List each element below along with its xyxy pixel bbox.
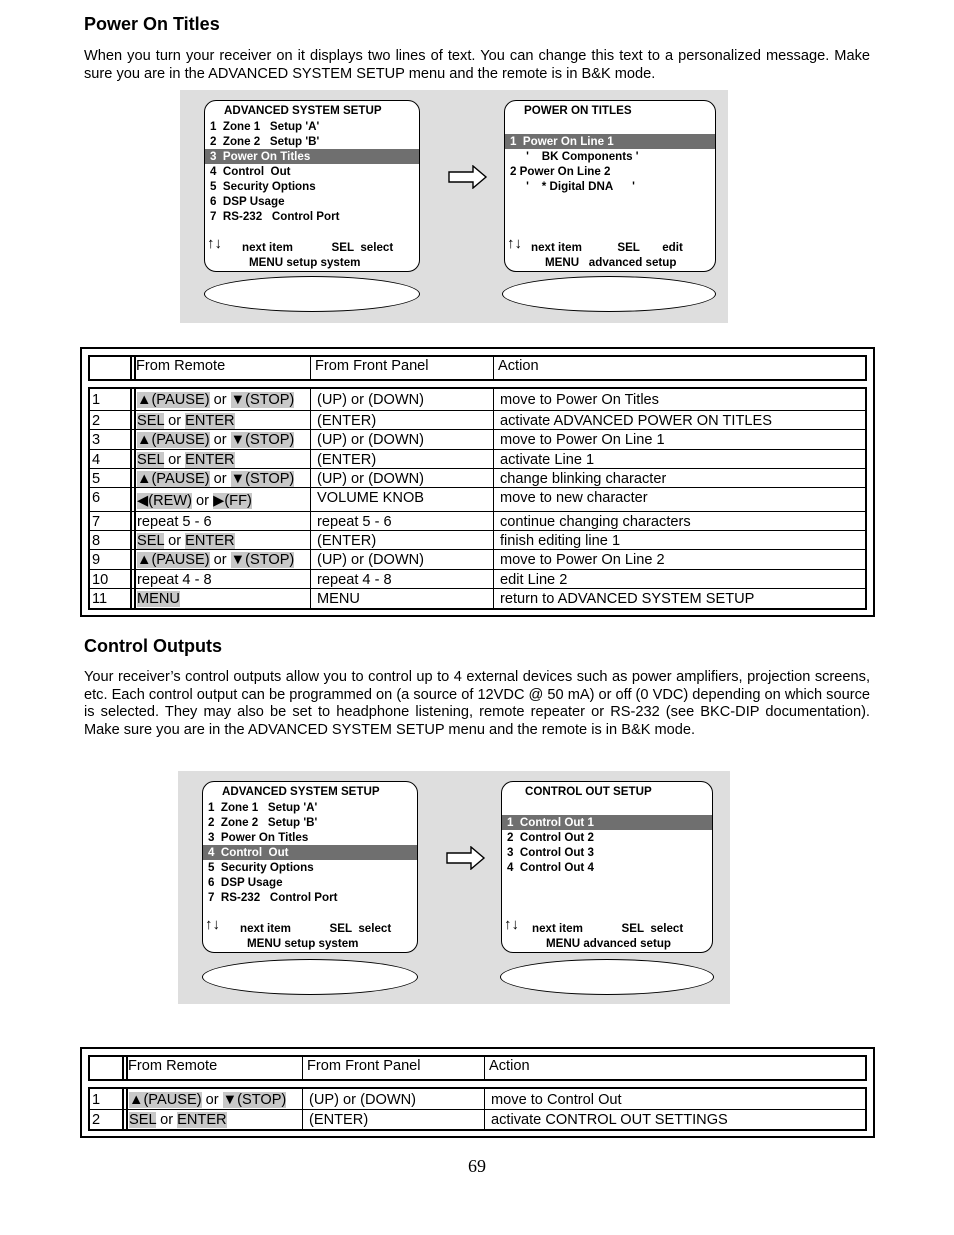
front-panel-cell: MENU: [317, 591, 360, 607]
menu-item: 6 DSP Usage: [210, 195, 285, 208]
front-panel-cell: (UP) or (DOWN): [317, 471, 425, 487]
remote-text: repeat 5 - 6: [137, 514, 212, 530]
table-rule: [90, 1109, 865, 1110]
table-rule: [88, 387, 867, 389]
action-cell: activate ADVANCED POWER ON TITLES: [500, 413, 772, 429]
remote-key-cell: [137, 551, 294, 569]
row-number: 2: [92, 1112, 101, 1128]
action-cell: move to Power On Titles: [500, 392, 659, 408]
menu-footer-keys: next item SEL select: [240, 922, 392, 935]
menu-footer-hint: MENU setup system: [249, 256, 361, 269]
row-number: 7: [92, 514, 101, 530]
remote-key: ▼(STOP): [222, 1092, 287, 1108]
remote-key-cell: [129, 1091, 286, 1109]
remote-text: or: [164, 533, 186, 549]
menu-item: 1 Zone 1 Setup 'A': [208, 801, 318, 814]
up-down-arrows-icon: ↑↓: [205, 916, 220, 933]
section-paragraph-power-on-titles: When you turn your receiver on it displays two lines of text. You can change this text to a personalized message. Make sure you are in the ADVANCED SYSTEM SETUP menu and the remote is in B&K mode.: [84, 48, 870, 82]
remote-text: or: [209, 552, 231, 568]
front-panel-cell: (ENTER): [317, 413, 377, 429]
remote-key: ▼(STOP): [230, 471, 295, 487]
remote-key: ENTER: [185, 413, 235, 429]
row-number: 10: [92, 572, 109, 588]
front-panel-cell: (UP) or (DOWN): [317, 392, 425, 408]
menu-footer-keys: next item SEL select: [532, 922, 684, 935]
up-down-arrows-icon: ↑↓: [504, 916, 519, 933]
front-panel-cell: (ENTER): [317, 533, 377, 549]
remote-key-cell: [137, 451, 235, 469]
table-rule: [88, 1087, 867, 1089]
front-panel-cell: (UP) or (DOWN): [309, 1092, 417, 1108]
remote-key: ▲(PAUSE): [137, 392, 210, 408]
steps-table-power-on-titles: [80, 347, 875, 617]
menu-diagram-power-on-titles: [180, 90, 728, 323]
menu-item: 4 Control Out: [210, 165, 291, 178]
remote-key: ▶(FF): [213, 493, 252, 509]
remote-text: or: [209, 432, 231, 448]
menu-item: ' BK Components ': [510, 150, 639, 163]
menu-item: 2 Zone 2 Setup 'B': [210, 135, 320, 148]
table-rule: [865, 1055, 867, 1081]
table-rule: [122, 1055, 124, 1081]
menu-title: POWER ON TITLES: [524, 104, 632, 117]
remote-key: ▲(PAUSE): [137, 471, 210, 487]
remote-text: repeat 4 - 8: [137, 572, 212, 588]
remote-key-cell: [137, 412, 235, 430]
right-arrow-icon: [448, 165, 488, 189]
front-panel-cell: VOLUME KNOB: [317, 490, 425, 506]
menu-item: 5 Security Options: [208, 861, 314, 874]
action-cell: move to Control Out: [491, 1092, 622, 1108]
table-rule: [302, 1055, 303, 1081]
action-cell: finish editing line 1: [500, 533, 621, 549]
row-number: 1: [92, 1092, 101, 1108]
column-header: From Front Panel: [315, 358, 429, 374]
front-panel-cell: repeat 5 - 6: [317, 514, 392, 530]
action-cell: activate CONTROL OUT SETTINGS: [491, 1112, 728, 1128]
action-cell: move to Power On Line 2: [500, 552, 665, 568]
menu-item: 4 Control Out 4: [507, 861, 594, 874]
remote-key: ENTER: [185, 452, 235, 468]
remote-text: or: [201, 1092, 223, 1108]
screen-base-oval: [500, 959, 714, 995]
remote-key: SEL: [137, 413, 165, 429]
remote-text: or: [209, 392, 231, 408]
table-rule: [865, 387, 867, 610]
page-number: 69: [468, 1156, 486, 1176]
remote-key-cell: [137, 571, 212, 589]
right-arrow-icon: [446, 846, 486, 870]
remote-text: or: [164, 413, 186, 429]
menu-item: 3 Control Out 3: [507, 846, 594, 859]
left-menu-screen: [204, 100, 420, 272]
right-menu-screen: [501, 781, 713, 953]
row-number: 1: [92, 392, 101, 408]
menu-footer-keys: next item SEL edit: [531, 241, 683, 254]
action-cell: return to ADVANCED SYSTEM SETUP: [500, 591, 755, 607]
table-rule: [88, 355, 90, 381]
menu-item: 5 Security Options: [210, 180, 316, 193]
remote-key: ▼(STOP): [230, 392, 295, 408]
action-cell: activate Line 1: [500, 452, 595, 468]
table-rule: [88, 1079, 867, 1081]
table-rule: [134, 387, 136, 610]
action-cell: continue changing characters: [500, 514, 691, 530]
section-title-control-outputs: Control Outputs: [84, 636, 222, 656]
table-rule: [493, 387, 494, 610]
remote-key: ▲(PAUSE): [137, 432, 210, 448]
menu-item: 2 Control Out 2: [507, 831, 594, 844]
action-cell: move to new character: [500, 490, 648, 506]
action-cell: edit Line 2: [500, 572, 568, 588]
remote-key-cell: [137, 492, 252, 510]
section-title-power-on-titles: Power On Titles: [84, 14, 220, 34]
table-rule: [90, 511, 865, 512]
remote-key-cell: [137, 590, 180, 608]
remote-key: ▲(PAUSE): [137, 552, 210, 568]
remote-key-cell: [129, 1111, 227, 1129]
column-header: Action: [489, 1058, 530, 1074]
section-paragraph-control-outputs: Your receiver’s control outputs allow you to control up to 4 external devices such as power amplifiers, projection screens, etc. Each control output can be programmed on (a source of 12VDC @ 50 mA) or off (0 VDC) depending on which source is selected. They may also be set to headphone listening, remote repeater or RS-232 (see BKC-DIP documentation). Make sure you are in the ADVANCED SYSTEM SETUP menu and the remote is in B&K mode.: [84, 669, 870, 738]
remote-key: SEL: [137, 452, 165, 468]
up-down-arrows-icon: ↑↓: [507, 235, 522, 252]
table-rule: [493, 355, 494, 381]
steps-table-control-outputs: [80, 1047, 875, 1138]
table-rule: [90, 410, 865, 411]
left-menu-screen: [202, 781, 418, 953]
front-panel-cell: repeat 4 - 8: [317, 572, 392, 588]
menu-item: 7 RS-232 Control Port: [210, 210, 340, 223]
front-panel-cell: (ENTER): [309, 1112, 369, 1128]
table-rule: [90, 569, 865, 570]
menu-footer-keys: next item SEL select: [242, 241, 394, 254]
remote-key: SEL: [129, 1112, 157, 1128]
table-rule: [130, 387, 132, 610]
column-header: From Remote: [136, 358, 226, 374]
action-cell: change blinking character: [500, 471, 667, 487]
remote-key: ▲(PAUSE): [129, 1092, 202, 1108]
row-number: 3: [92, 432, 101, 448]
table-rule: [130, 355, 132, 381]
up-down-arrows-icon: ↑↓: [207, 235, 222, 252]
table-rule: [88, 1129, 867, 1131]
table-rule: [865, 1087, 867, 1131]
table-rule: [310, 387, 311, 610]
front-panel-cell: (ENTER): [317, 452, 377, 468]
action-cell: move to Power On Line 1: [500, 432, 665, 448]
screen-base-oval: [502, 276, 716, 312]
remote-key: ENTER: [185, 533, 235, 549]
front-panel-cell: (UP) or (DOWN): [317, 432, 425, 448]
table-rule: [88, 387, 90, 610]
remote-text: or: [156, 1112, 178, 1128]
row-number: 5: [92, 471, 101, 487]
menu-item: 2 Zone 2 Setup 'B': [208, 816, 318, 829]
menu-item: 1 Power On Line 1: [505, 134, 715, 149]
remote-text: or: [164, 452, 186, 468]
column-header: From Front Panel: [307, 1058, 421, 1074]
menu-item: 4 Control Out: [203, 845, 417, 860]
column-header: From Remote: [128, 1058, 218, 1074]
menu-item: ' * Digital DNA ': [510, 180, 635, 193]
row-number: 8: [92, 533, 101, 549]
table-rule: [88, 379, 867, 381]
remote-key: MENU: [137, 591, 180, 607]
menu-item: 3 Power On Titles: [205, 149, 419, 164]
menu-footer-hint: MENU advanced setup: [546, 937, 671, 950]
screen-base-oval: [204, 276, 420, 312]
remote-key: ◀(REW): [137, 493, 192, 509]
remote-text: or: [209, 471, 231, 487]
remote-key-cell: [137, 391, 294, 409]
right-menu-screen: [504, 100, 716, 272]
table-rule: [865, 355, 867, 381]
menu-title: ADVANCED SYSTEM SETUP: [222, 785, 380, 798]
table-rule: [90, 449, 865, 450]
row-number: 4: [92, 452, 101, 468]
row-number: 2: [92, 413, 101, 429]
remote-key-cell: [137, 470, 294, 488]
menu-footer-hint: MENU advanced setup: [545, 256, 677, 269]
table-rule: [310, 355, 311, 381]
remote-key-cell: [137, 513, 212, 531]
remote-key-cell: [137, 431, 294, 449]
row-number: 11: [92, 591, 108, 607]
table-rule: [484, 1055, 485, 1081]
menu-item: 1 Control Out 1: [502, 815, 712, 830]
menu-title: ADVANCED SYSTEM SETUP: [224, 104, 382, 117]
row-number: 9: [92, 552, 101, 568]
remote-key-cell: [137, 532, 235, 550]
front-panel-cell: (UP) or (DOWN): [317, 552, 425, 568]
column-header: Action: [498, 358, 539, 374]
remote-text: or: [192, 493, 214, 509]
menu-item: 1 Zone 1 Setup 'A': [210, 120, 320, 133]
menu-title: CONTROL OUT SETUP: [525, 785, 652, 798]
menu-item: 3 Power On Titles: [208, 831, 309, 844]
table-rule: [88, 608, 867, 610]
row-number: 6: [92, 490, 101, 506]
screen-base-oval: [202, 959, 418, 995]
remote-key: ▼(STOP): [230, 552, 295, 568]
remote-key: ▼(STOP): [230, 432, 295, 448]
remote-key: ENTER: [177, 1112, 227, 1128]
remote-key: SEL: [137, 533, 165, 549]
menu-item: 6 DSP Usage: [208, 876, 283, 889]
menu-item: 2 Power On Line 2: [510, 165, 611, 178]
menu-diagram-control-outputs: [178, 771, 730, 1004]
menu-footer-hint: MENU setup system: [247, 937, 359, 950]
table-rule: [88, 1055, 90, 1081]
menu-item: 7 RS-232 Control Port: [208, 891, 338, 904]
